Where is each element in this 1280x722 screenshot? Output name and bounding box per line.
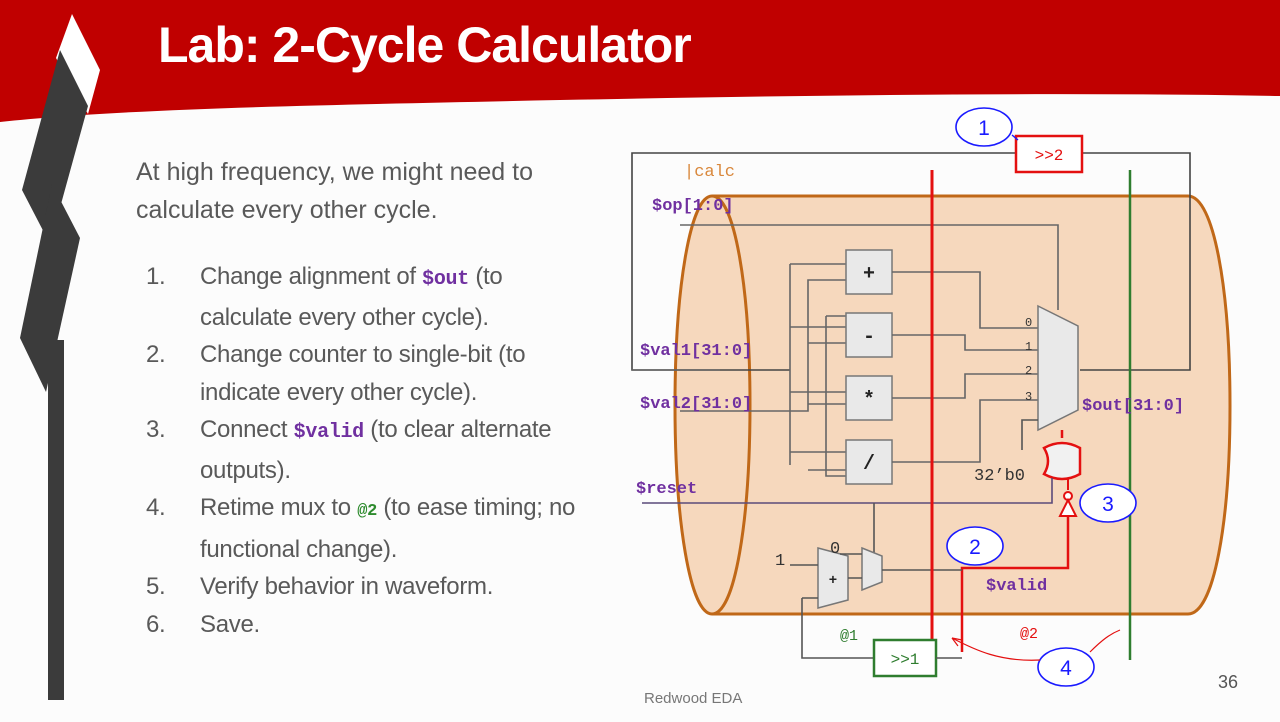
mux-input-0: 0: [1025, 316, 1033, 330]
footer-text: Redwood EDA: [644, 690, 743, 707]
step-code: @2: [357, 502, 377, 521]
counter-plus: +: [828, 573, 838, 589]
svg-text:4: 4: [1060, 657, 1072, 680]
slide-title: Lab: 2-Cycle Calculator: [158, 17, 691, 73]
pipe-label: |calc: [684, 163, 736, 182]
or-gate: [1044, 443, 1080, 479]
signal-op: $op[1:0]: [652, 197, 734, 216]
mux-input-3: 3: [1025, 390, 1033, 404]
step-text: Change alignment of: [200, 263, 423, 290]
step-text: Connect: [200, 416, 294, 443]
page-number: 36: [1218, 672, 1239, 692]
step-number: 5.: [146, 573, 166, 600]
signal-val2: $val2[31:0]: [640, 395, 753, 414]
step-text-after: (to ease timing; no functional change).: [200, 494, 576, 563]
step-text-after: (to calculate every other cycle).: [200, 263, 503, 331]
retime-top-label: >>2: [1034, 147, 1064, 165]
step-text: Change counter to single-bit (to indicate every other cycle).: [200, 341, 526, 406]
mux-input-1: 1: [1025, 340, 1033, 354]
stage-1-label: @1: [840, 628, 859, 645]
step-code: $out: [422, 268, 469, 291]
signal-out: $out[31:0]: [1082, 397, 1185, 416]
intro-text: At high frequency, we might need to calculate every other cycle.: [136, 158, 533, 224]
step-number: 3.: [146, 416, 166, 443]
op-div-label: /: [862, 453, 876, 476]
step-text: Verify behavior in waveform.: [200, 573, 494, 600]
svg-text:3: 3: [1102, 493, 1114, 516]
step-text: Save.: [200, 610, 260, 638]
step-number: 6.: [146, 610, 166, 638]
svg-text:1: 1: [978, 117, 990, 140]
signal-reset: $reset: [636, 480, 698, 499]
step-number: 2.: [146, 341, 166, 368]
step-text: Retime mux to: [200, 494, 358, 521]
step-number: 4.: [146, 494, 166, 521]
signal-zero: 32’b0: [974, 467, 1026, 486]
counter-zero: 0: [830, 540, 841, 559]
step-number: 1.: [146, 263, 166, 290]
counter-one: 1: [775, 552, 786, 571]
op-mul-label: *: [862, 389, 876, 412]
op-add-label: +: [862, 263, 876, 286]
svg-text:2: 2: [969, 536, 981, 559]
output-mux: [1038, 306, 1078, 430]
counter-mux: [862, 548, 882, 590]
signal-val1: $val1[31:0]: [640, 342, 753, 361]
stage-2-label: @2: [1020, 626, 1039, 643]
step-text-after: (to clear alternate outputs).: [200, 416, 552, 484]
retime-bottom-label: >>1: [890, 651, 920, 669]
signal-valid: $valid: [986, 577, 1048, 596]
mux-input-2: 2: [1025, 364, 1033, 378]
op-sub-label: -: [862, 326, 876, 349]
step-code: $valid: [293, 421, 364, 444]
